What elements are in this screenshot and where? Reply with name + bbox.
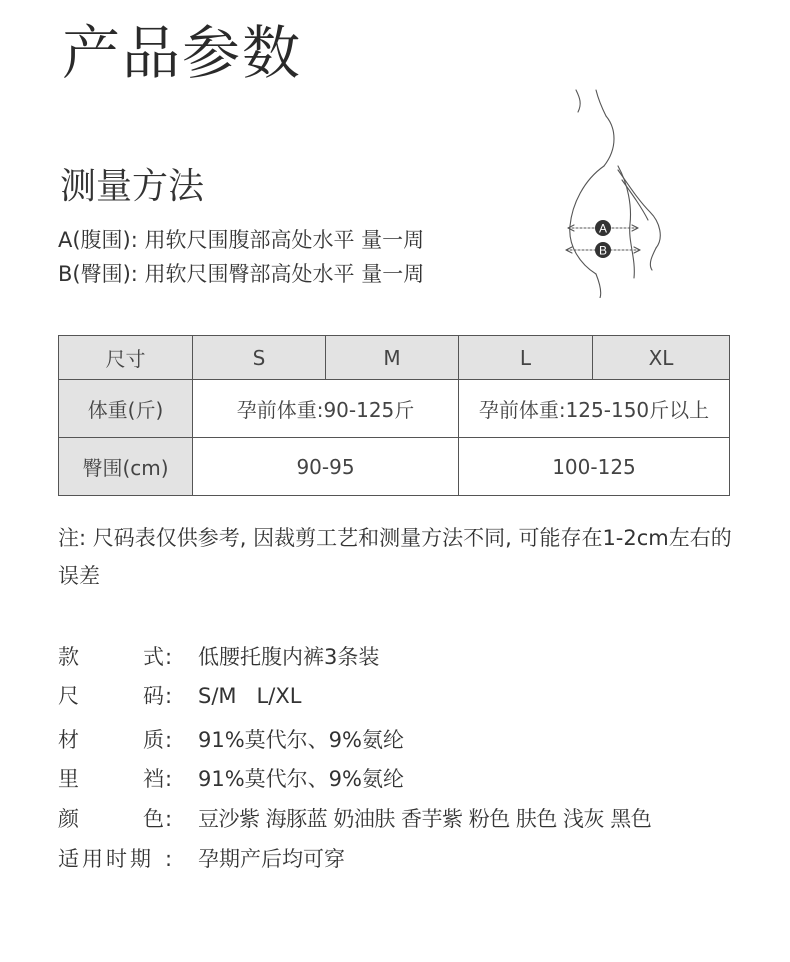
marker-a: A (598, 221, 608, 236)
spec-style-value: 低腰托腹内裤3条装 (198, 645, 380, 669)
spec-colon: : (165, 645, 173, 669)
table-row-weight (59, 380, 730, 438)
header-l: L (459, 336, 593, 380)
spec-colon: : (165, 767, 173, 791)
spec-size-key1: 尺 (58, 684, 79, 708)
weight-lxl: 孕前体重:125-150斤以上 (459, 380, 730, 438)
spec-colon: : (165, 684, 173, 708)
spec-color-key1: 颜 (58, 807, 79, 831)
weight-label: 体重(斤) (59, 380, 193, 438)
measure-line-b: B(臀围): 用软尺围臀部高处水平 量一周 (58, 262, 425, 286)
header-size: 尺寸 (59, 336, 193, 380)
hip-lxl: 100-125 (459, 438, 730, 496)
hip-label: 臀围(cm) (59, 438, 193, 496)
spec-material-key1: 材 (58, 728, 79, 752)
header-xl: XL (593, 336, 730, 380)
spec-style-key1: 款 (58, 645, 79, 669)
spec-lining-key1: 里 (58, 767, 79, 791)
spec-colon: : (165, 807, 173, 831)
spec-lining-key2: 裆 (143, 767, 164, 791)
spec-color-value: 豆沙紫 海豚蓝 奶油肤 香芋紫 粉色 肤色 浅灰 黑色 (198, 807, 652, 831)
pregnant-body-figure (556, 88, 686, 298)
hip-sm: 90-95 (193, 438, 459, 496)
size-table (58, 335, 730, 496)
spec-material-key2: 质 (143, 728, 164, 752)
table-header-row (59, 336, 730, 380)
size-note: 注: 尺码表仅供参考, 因裁剪工艺和测量方法不同, 可能存在1-2cm左右的误差 (58, 526, 732, 588)
spec-lining-value: 91%莫代尔、9%氨纶 (198, 767, 404, 791)
spec-size-value: S/M L/XL (198, 684, 302, 708)
table-row-hip (59, 438, 730, 496)
weight-sm: 孕前体重:90-125斤 (193, 380, 459, 438)
measure-heading: 测量方法 (60, 166, 205, 207)
header-s: S (193, 336, 326, 380)
measure-line-a: A(腹围): 用软尺围腹部高处水平 量一周 (58, 228, 425, 252)
marker-b: B (598, 243, 608, 258)
spec-size-key2: 码 (143, 684, 164, 708)
spec-period-value: 孕期产后均可穿 (198, 847, 345, 871)
spec-colon: : (165, 847, 173, 871)
spec-style-key2: 式 (143, 645, 164, 669)
spec-material-value: 91%莫代尔、9%氨纶 (198, 728, 404, 752)
spec-colon: : (165, 728, 173, 752)
spec-period-key: 适用时期 (58, 847, 154, 871)
header-m: M (326, 336, 459, 380)
spec-color-key2: 色 (143, 807, 164, 831)
page-title: 产品参数 (62, 19, 303, 87)
